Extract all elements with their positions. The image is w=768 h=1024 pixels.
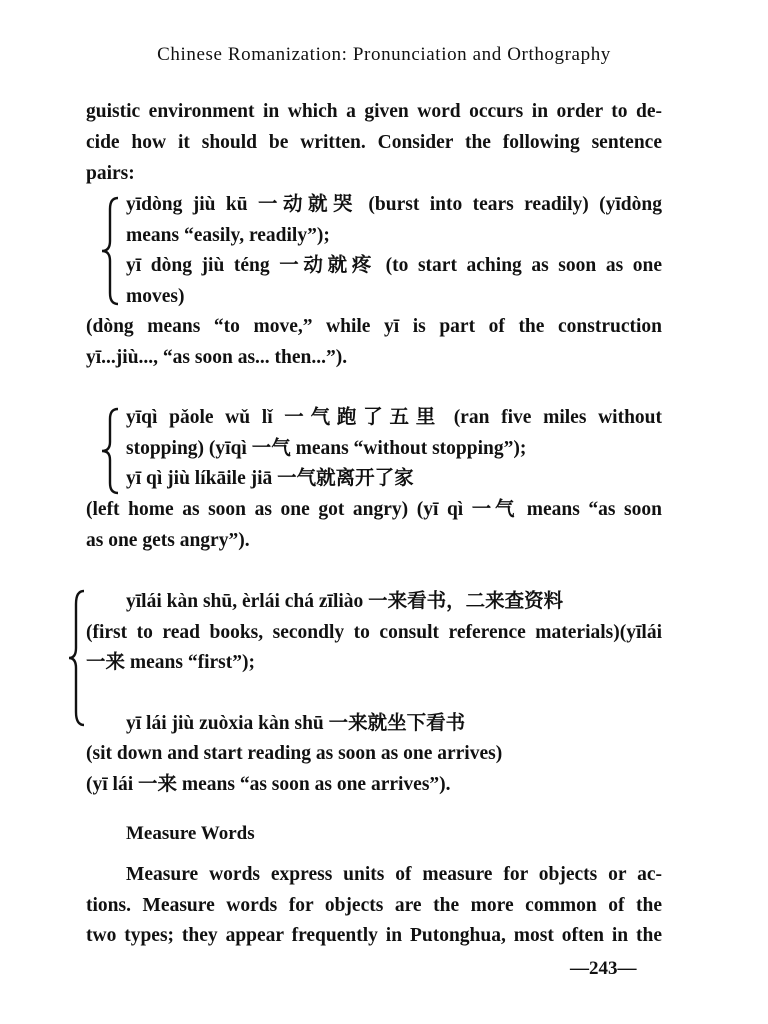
- body-line: pairs:: [86, 163, 135, 184]
- body-line: as one gets angry”).: [86, 530, 250, 551]
- example-line: yīlái kàn shū, èrlái chá zīliào 一来看书，二来查资料: [126, 591, 564, 612]
- section-heading: Measure Words: [126, 823, 255, 844]
- left-brace: [98, 406, 124, 496]
- body-line: Measure words express units of measure for objects or ac-: [126, 864, 662, 885]
- example-line: yīqì pǎole wǔ lǐ 一气跑了五里 (ran five miles without: [126, 407, 662, 428]
- example-line: 一来 means “first”);: [86, 652, 255, 673]
- body-line: (yī lái 一来 means “as soon as one arrives”).: [86, 774, 451, 795]
- page-number: —243—: [570, 958, 637, 979]
- left-brace: [66, 588, 88, 728]
- example-line: yī lái jiù zuòxia kàn shū 一来就坐下看书: [126, 713, 466, 734]
- example-line: (first to read books, secondly to consult reference materials)(yīlái: [86, 622, 662, 643]
- example-line: yī qì jiù líkāile jiā 一气就离开了家: [126, 468, 414, 489]
- body-line: yī...jiù..., “as soon as... then...”).: [86, 347, 348, 368]
- example-line: moves): [126, 286, 185, 307]
- left-brace: [98, 195, 124, 307]
- running-header: Chinese Romanization: Pronunciation and Orthography: [157, 44, 611, 65]
- body-line: (left home as soon as one got angry) (yī qì 一气 means “as soon: [86, 499, 662, 520]
- body-line: (dòng means “to move,” while yī is part of the construction: [86, 316, 662, 337]
- example-line: yīdòng jiù kū 一动就哭 (burst into tears readily) (yīdòng: [126, 194, 662, 215]
- body-line: two types; they appear frequently in Putonghua, most often in the: [86, 925, 662, 946]
- body-line: cide how it should be written. Consider the following sentence: [86, 132, 662, 153]
- example-line: means “easily, readily”);: [126, 225, 330, 246]
- example-line: stopping) (yīqì 一气 means “without stopping”);: [126, 438, 527, 459]
- body-line: guistic environment in which a given word occurs in order to de-: [86, 101, 662, 122]
- example-line: yī dòng jiù téng 一动就疼 (to start aching as soon as one: [126, 255, 662, 276]
- body-line: tions. Measure words for objects are the more common of the: [86, 895, 662, 916]
- body-line: (sit down and start reading as soon as one arrives): [86, 743, 503, 764]
